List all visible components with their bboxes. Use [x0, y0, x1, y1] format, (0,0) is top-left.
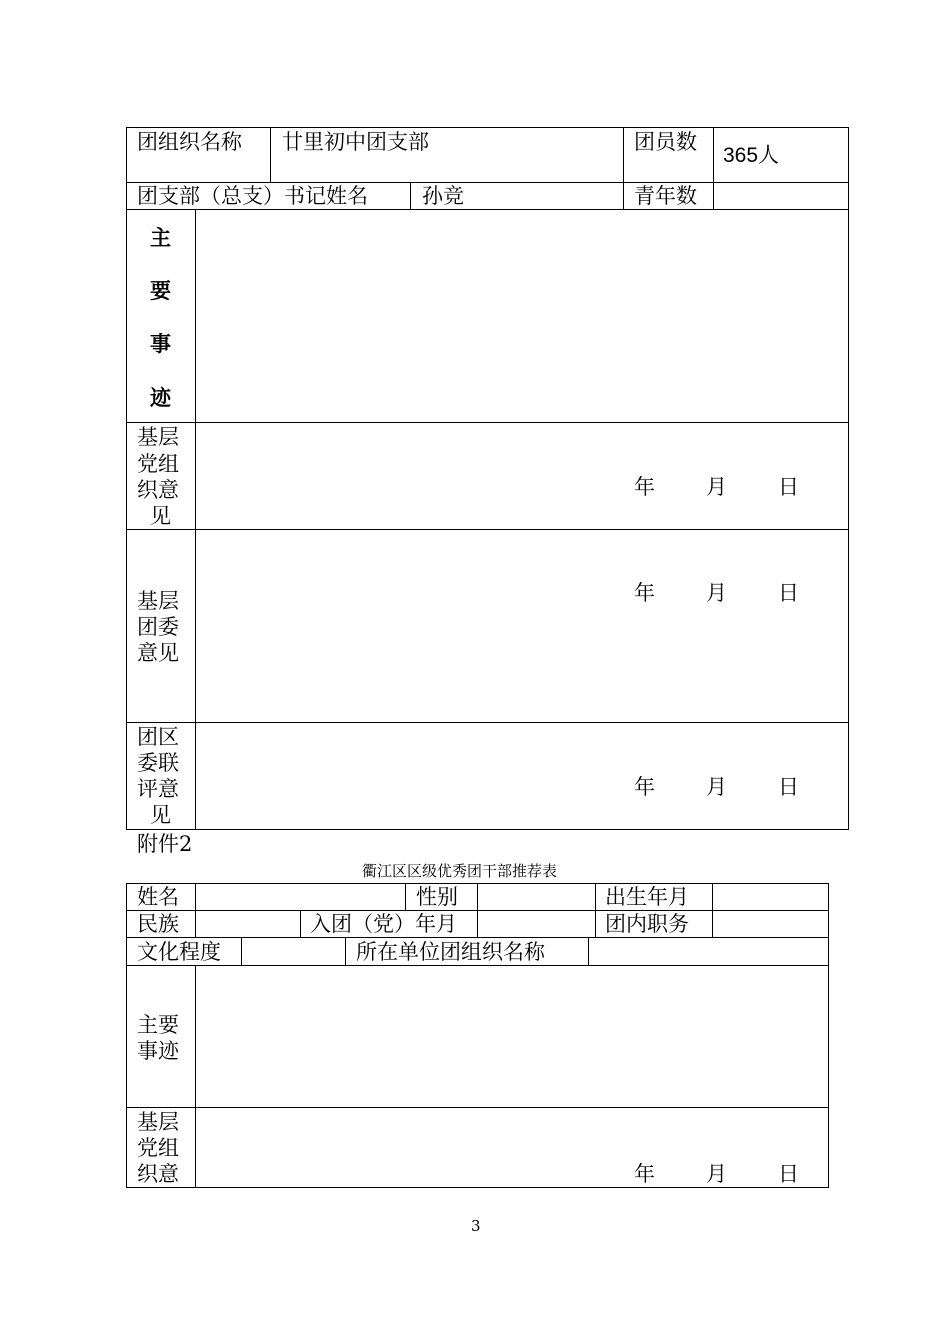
- date-month: 月: [706, 1162, 727, 1186]
- date-year: 年: [634, 775, 655, 799]
- date-year: 年: [634, 581, 655, 605]
- party-opinion-label-line: 织意: [137, 1162, 179, 1186]
- district-opinion-label-line: 见: [150, 803, 171, 827]
- name-label: 姓名: [137, 885, 179, 909]
- date-day: 日: [778, 475, 799, 499]
- party-opinion-label-line: 党组: [137, 1136, 179, 1160]
- table-1-hline: [126, 722, 849, 723]
- date-year: 年: [634, 475, 655, 499]
- league-opinion-label-line: 团委: [137, 615, 179, 639]
- date-year: 年: [634, 1162, 655, 1186]
- birth-label: 出生年月: [605, 885, 689, 909]
- date-month: 月: [706, 475, 727, 499]
- table-1-vline: [270, 127, 271, 182]
- deeds-label-char: 主: [150, 225, 171, 250]
- party-opinion-label-line: 见: [150, 504, 171, 528]
- table-2-vline: [241, 937, 242, 965]
- table-2-vline: [595, 883, 596, 937]
- secretary-value: 孙竞: [422, 184, 464, 208]
- attachment-label: 附件2: [137, 832, 193, 856]
- table-2-vline: [405, 883, 406, 910]
- table-1-vline: [713, 127, 714, 209]
- unit-label: 所在单位团组织名称: [356, 940, 545, 964]
- deeds-label-char: 事: [150, 331, 171, 356]
- org-name-value: 廿里初中团支部: [282, 130, 429, 154]
- party-opinion-label-line: 织意: [137, 478, 179, 502]
- deeds-label-char: 要: [150, 278, 171, 303]
- table-2-vline: [477, 883, 478, 937]
- table-2-vline: [588, 937, 589, 965]
- deeds-label-char: 迹: [150, 385, 171, 410]
- date-day: 日: [778, 1162, 799, 1186]
- table-1-hline: [126, 529, 849, 530]
- district-opinion-label-line: 委联: [137, 751, 179, 775]
- education-label: 文化程度: [137, 940, 221, 964]
- table-2-title: 衢江区区级优秀团干部推荐表: [362, 862, 558, 880]
- join-label: 入团（党）年月: [310, 912, 457, 936]
- party-opinion-label-line: 基层: [137, 425, 179, 449]
- position-label: 团内职务: [605, 912, 689, 936]
- member-count-label: 团员数: [634, 130, 697, 154]
- table-2-vline: [300, 910, 301, 937]
- league-opinion-label-line: 意见: [137, 641, 179, 665]
- table-2-vline: [345, 937, 346, 965]
- district-opinion-label-line: 团区: [137, 725, 179, 749]
- table-2-vline: [712, 883, 713, 937]
- date-month: 月: [706, 581, 727, 605]
- league-opinion-label-line: 基层: [137, 589, 179, 613]
- table-2-vline: [195, 965, 196, 1188]
- district-opinion-label-line: 评意: [137, 777, 179, 801]
- date-day: 日: [778, 581, 799, 605]
- youth-count-label: 青年数: [634, 184, 697, 208]
- date-month: 月: [706, 775, 727, 799]
- org-name-label: 团组织名称: [137, 130, 242, 154]
- table-2-vline: [195, 883, 196, 937]
- deeds-label-line: 主要: [137, 1013, 179, 1037]
- table-2-hline: [126, 965, 829, 966]
- ethnicity-label: 民族: [137, 912, 179, 936]
- table-2-hline: [126, 1107, 829, 1108]
- gender-label: 性别: [416, 885, 458, 909]
- secretary-label: 团支部（总支）书记姓名: [137, 184, 368, 208]
- table-2-hline: [126, 937, 829, 938]
- table-1-vline: [410, 182, 411, 209]
- page-number: 3: [471, 1217, 481, 1235]
- table-1-hline: [126, 422, 849, 423]
- table-1-hline: [126, 209, 849, 210]
- table-1-border: [126, 127, 849, 830]
- table-1-vline: [195, 209, 196, 830]
- deeds-label-line: 事迹: [137, 1039, 179, 1063]
- party-opinion-label-line: 基层: [137, 1110, 179, 1134]
- table-1-vline: [623, 127, 624, 209]
- date-day: 日: [778, 775, 799, 799]
- party-opinion-label-line: 党组: [137, 452, 179, 476]
- member-count-value: 365人: [723, 144, 780, 167]
